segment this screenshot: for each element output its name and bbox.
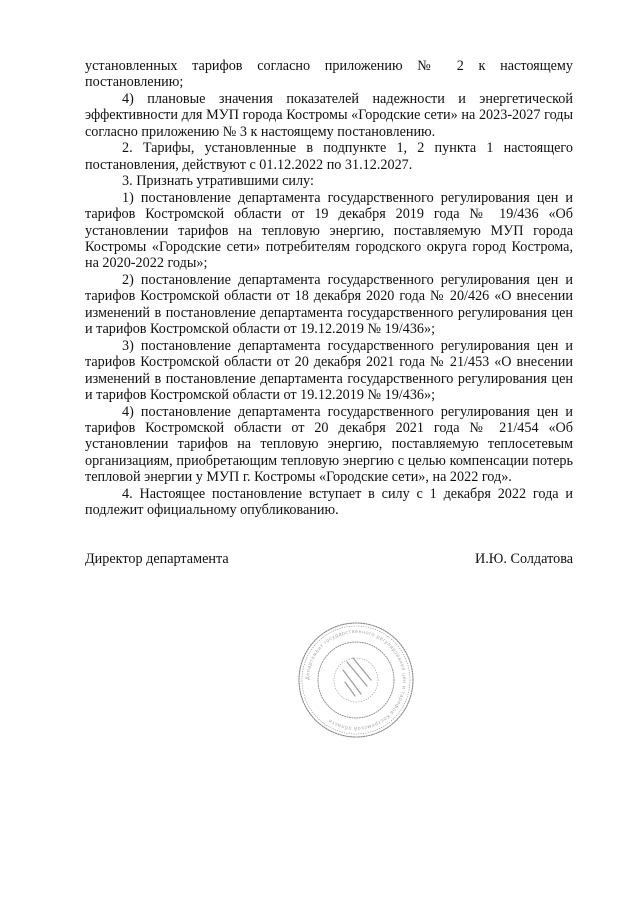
signature-block: [85, 551, 573, 571]
seal-center-marks: [343, 658, 371, 696]
paragraph-continuation: установленных тарифов согласно приложению № 2 к настоящему постановлению;: [85, 58, 573, 91]
signatory-position: Директор департамента: [85, 550, 229, 567]
seal-outer-ring: [299, 623, 413, 737]
seal-inner-ring: [318, 642, 394, 718]
seal-circular-text: [305, 629, 407, 732]
paragraph-4-effective-date: 4. Настоящее постановление вступает в силу с 1 декабря 2022 года и подлежит официальному опубликованию.: [85, 485, 573, 519]
official-seal-stamp: [295, 622, 417, 738]
paragraph-2-tariff-period: 2. Тарифы, установленные в подпункте 1, 2 пункта 1 настоящего постановления, действуют с 01.12.2022 по 31.12.2027.: [85, 140, 573, 173]
signatory-name: И.Ю. Солдатова: [475, 550, 573, 567]
paragraph-repeal-4: 4) постановление департамента государственного регулирования цен и тарифов Костромской области от 20 декабря 2021 года № 21/454 «Об установлении тарифов на тепловую энергию, поставляемую теплосетевым организациям, приобретающим тепловую энергию с целью компенсации потерь тепловой энергии у МУП г. Костромы «Городские сети», на 2022 год».: [85, 403, 573, 486]
paragraph-item-4-reliability: 4) плановые значения показателей надежности и энергетической эффективности для МУП города Костромы «Городские сети» на 2023-2027 годы согласно приложению № 3 к настоящему постановлению.: [85, 90, 573, 140]
paragraph-repeal-3: 3) постановление департамента государственного регулирования цен и тарифов Костромской области от 20 декабря 2021 года № 21/453 «О внесении изменений в постановление департамента государственного регулирования цен и тарифов Костромской области от 19.12.2019 № 19/436»;: [85, 337, 573, 404]
paragraph-repeal-2: 2) постановление департамента государственного регулирования цен и тарифов Костромской области от 18 декабря 2020 года № 20/426 «О внесении изменений в постановление департамента государственного регулирования цен и тарифов Костромской области от 19.12.2019 № 19/436»;: [85, 271, 573, 338]
paragraph-repeal-1: 1) постановление департамента государственного регулирования цен и тарифов Костромской области от 19 декабря 2019 года № 19/436 «Об установлении тарифов на тепловую энергию, поставляемую МУП города Костромы «Городские сети» потребителям городского округа город Кострома, на 2020-2022 годы»;: [85, 189, 573, 272]
document-body: [85, 58, 573, 571]
seal-rings: [299, 623, 413, 737]
seal-circular-textpath: Департамент государственного регулирования цен и тарифов Костромской области: [304, 628, 408, 732]
signature-spacer: [85, 519, 573, 551]
paragraph-3-repeal-heading: 3. Признать утратившими силу:: [122, 173, 314, 190]
